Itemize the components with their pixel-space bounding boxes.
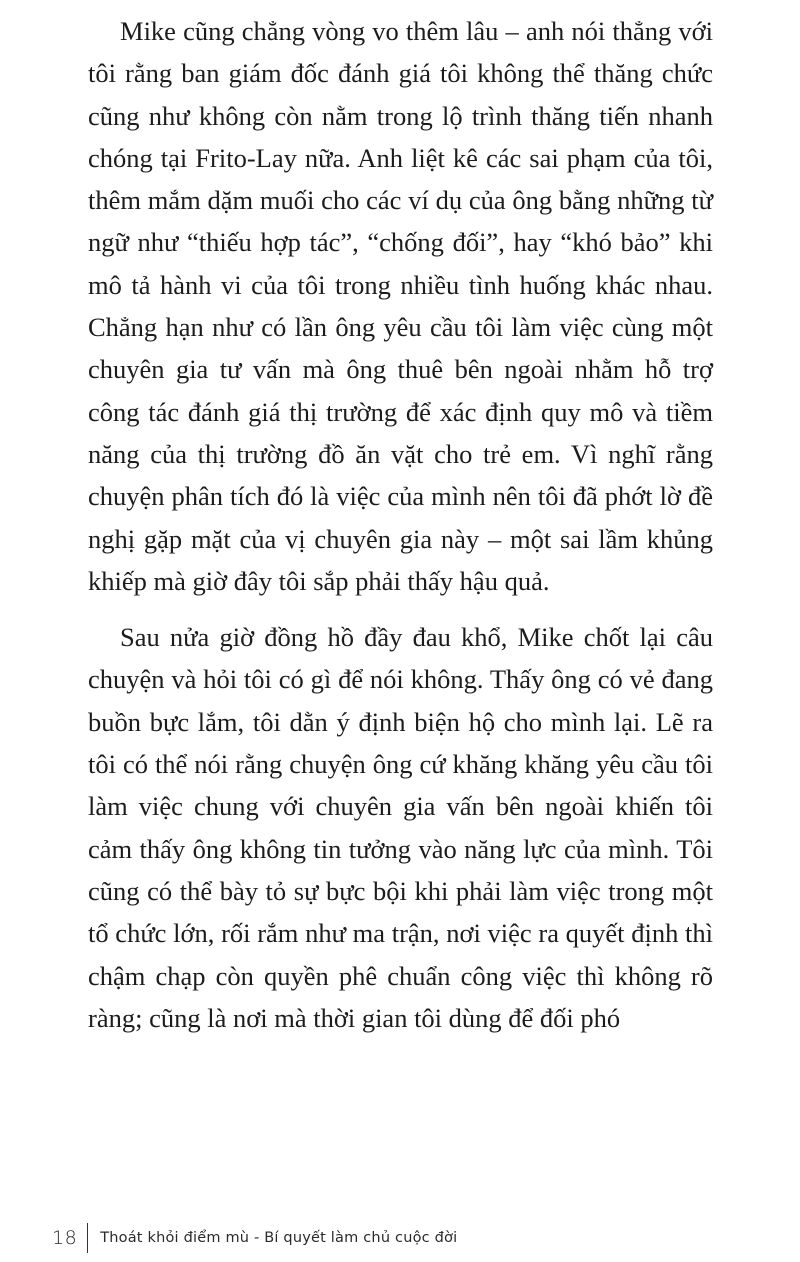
page-footer: [52, 1222, 457, 1254]
running-book-title: Thoát khỏi điểm mù - Bí quyết làm chủ cuộc đời: [100, 1230, 458, 1246]
footer-divider: [87, 1223, 88, 1253]
page-body: [88, 10, 713, 1039]
page-number: 18: [52, 1227, 78, 1249]
paragraph: Sau nửa giờ đồng hồ đầy đau khổ, Mike chốt lại câu chuyện và hỏi tôi có gì để nói không. Thấy ông có vẻ đang buồn bực lắm, tôi dằn ý định biện hộ cho mình lại. Lẽ ra tôi có thể nói rằng chuyện ông cứ khăng khăng yêu cầu tôi làm việc chung với chuyên gia vấn bên ngoài khiến tôi cảm thấy ông không tin tưởng vào năng lực của mình. Tôi cũng có thể bày tỏ sự bực bội khi phải làm việc trong một tổ chức lớn, rối rắm như ma trận, nơi việc ra quyết định thì chậm chạp còn quyền phê chuẩn công việc thì không rõ ràng; cũng là nơi mà thời gian tôi dùng để đối phó: [88, 622, 713, 1033]
paragraph: Mike cũng chẳng vòng vo thêm lâu – anh nói thẳng với tôi rằng ban giám đốc đánh giá tôi không thể thăng chức cũng như không còn nằm trong lộ trình thăng tiến nhanh chóng tại Frito-Lay nữa. Anh liệt kê các sai phạm của tôi, thêm mắm dặm muối cho các ví dụ của ông bằng những từ ngữ như “thiếu hợp tác”, “chống đối”, hay “khó bảo” khi mô tả hành vi của tôi trong nhiều tình huống khác nhau. Chẳng hạn như có lần ông yêu cầu tôi làm việc cùng một chuyên gia tư vấn mà ông thuê bên ngoài nhằm hỗ trợ công tác đánh giá thị trường để xác định quy mô và tiềm năng của thị trường đồ ăn vặt cho trẻ em. Vì nghĩ rằng chuyện phân tích đó là việc của mình nên tôi đã phớt lờ đề nghị gặp mặt của vị chuyên gia này – một sai lầm khủng khiếp mà giờ đây tôi sắp phải thấy hậu quả.: [88, 16, 713, 596]
